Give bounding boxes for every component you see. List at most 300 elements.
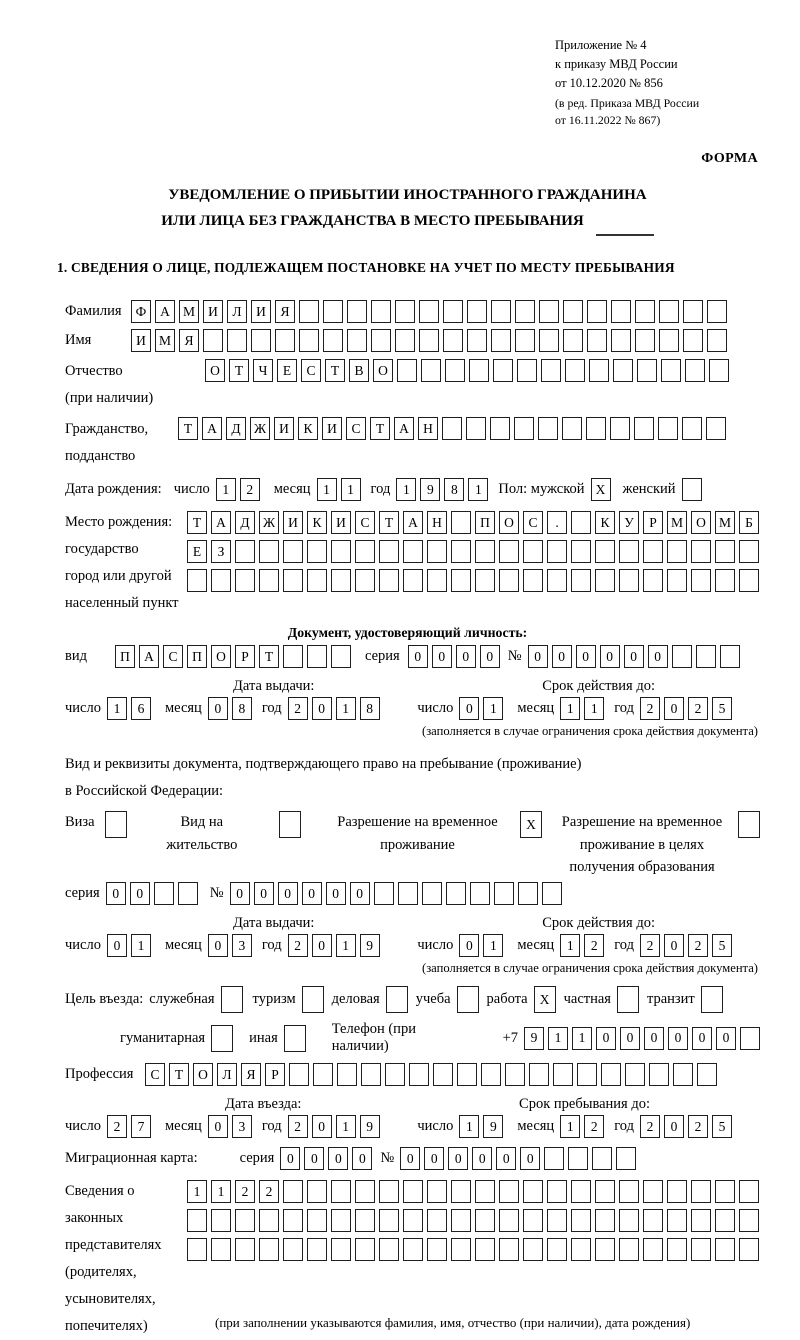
char-box[interactable]: [667, 1209, 687, 1232]
char-box[interactable]: [275, 329, 295, 352]
char-box[interactable]: 1: [107, 697, 127, 720]
char-box[interactable]: 2: [640, 1115, 660, 1138]
char-box[interactable]: К: [595, 511, 615, 534]
char-box[interactable]: [307, 569, 327, 592]
char-box[interactable]: 0: [302, 882, 322, 905]
char-box[interactable]: П: [187, 645, 207, 668]
char-box[interactable]: [347, 329, 367, 352]
char-box[interactable]: [491, 300, 511, 323]
char-box[interactable]: [683, 329, 703, 352]
char-box[interactable]: [187, 1238, 207, 1261]
char-box[interactable]: [586, 417, 606, 440]
char-box[interactable]: [403, 569, 423, 592]
char-box[interactable]: [706, 417, 726, 440]
char-box[interactable]: 0: [459, 934, 479, 957]
char-box[interactable]: [283, 569, 303, 592]
char-box[interactable]: [313, 1063, 333, 1086]
char-box[interactable]: [385, 1063, 405, 1086]
char-box[interactable]: [299, 300, 319, 323]
char-box[interactable]: [553, 1063, 573, 1086]
char-box[interactable]: [422, 882, 442, 905]
char-box[interactable]: [499, 1238, 519, 1261]
char-box[interactable]: 8: [360, 697, 380, 720]
char-box[interactable]: М: [155, 329, 175, 352]
char-box[interactable]: [523, 540, 543, 563]
char-box[interactable]: Д: [235, 511, 255, 534]
char-box[interactable]: [307, 1209, 327, 1232]
char-box[interactable]: [685, 359, 705, 382]
char-box[interactable]: [371, 300, 391, 323]
char-box[interactable]: 0: [254, 882, 274, 905]
char-box[interactable]: 2: [259, 1180, 279, 1203]
char-box[interactable]: [595, 569, 615, 592]
char-box[interactable]: [739, 540, 759, 563]
char-box[interactable]: [374, 882, 394, 905]
char-box[interactable]: [475, 1238, 495, 1261]
char-box[interactable]: [355, 540, 375, 563]
char-box[interactable]: [592, 1147, 612, 1170]
char-box[interactable]: [523, 569, 543, 592]
char-box[interactable]: [587, 329, 607, 352]
char-box[interactable]: [403, 540, 423, 563]
char-box[interactable]: 6: [131, 697, 151, 720]
char-box[interactable]: [547, 569, 567, 592]
char-box[interactable]: 0: [352, 1147, 372, 1170]
char-box[interactable]: 0: [304, 1147, 324, 1170]
char-box[interactable]: [445, 359, 465, 382]
char-box[interactable]: [571, 569, 591, 592]
char-box[interactable]: Т: [259, 645, 279, 668]
char-box[interactable]: 2: [688, 1115, 708, 1138]
char-box[interactable]: Н: [427, 511, 447, 534]
char-box[interactable]: [613, 359, 633, 382]
char-box[interactable]: И: [283, 511, 303, 534]
char-box[interactable]: 0: [326, 882, 346, 905]
char-box[interactable]: [505, 1063, 525, 1086]
char-box[interactable]: [682, 417, 702, 440]
char-box[interactable]: [427, 540, 447, 563]
char-box[interactable]: 5: [712, 1115, 732, 1138]
char-box[interactable]: [691, 540, 711, 563]
char-box[interactable]: 1: [560, 934, 580, 957]
char-box[interactable]: [467, 329, 487, 352]
char-box[interactable]: [672, 645, 692, 668]
char-box[interactable]: К: [307, 511, 327, 534]
char-box[interactable]: [283, 1238, 303, 1261]
char-box[interactable]: Д: [226, 417, 246, 440]
char-box[interactable]: [625, 1063, 645, 1086]
char-box[interactable]: [379, 1238, 399, 1261]
char-box[interactable]: [515, 329, 535, 352]
char-box[interactable]: 5: [712, 934, 732, 957]
char-box[interactable]: 9: [420, 478, 440, 501]
char-box[interactable]: 0: [408, 645, 428, 668]
char-box[interactable]: Ф: [131, 300, 151, 323]
char-box[interactable]: [601, 1063, 621, 1086]
char-box[interactable]: [571, 1209, 591, 1232]
char-box[interactable]: 2: [640, 934, 660, 957]
char-box[interactable]: [470, 882, 490, 905]
char-box[interactable]: Т: [379, 511, 399, 534]
char-box[interactable]: [661, 359, 681, 382]
char-box[interactable]: [515, 300, 535, 323]
char-box[interactable]: [361, 1063, 381, 1086]
char-box[interactable]: [595, 1238, 615, 1261]
char-box[interactable]: 0: [668, 1027, 688, 1050]
char-box[interactable]: 2: [288, 1115, 308, 1138]
char-box[interactable]: 1: [483, 934, 503, 957]
char-box[interactable]: И: [331, 511, 351, 534]
char-box[interactable]: [397, 359, 417, 382]
char-box[interactable]: [643, 1209, 663, 1232]
char-box[interactable]: 1: [572, 1027, 592, 1050]
char-box[interactable]: О: [499, 511, 519, 534]
char-box[interactable]: Л: [227, 300, 247, 323]
char-box[interactable]: [523, 1238, 543, 1261]
char-box[interactable]: [289, 1063, 309, 1086]
char-box[interactable]: [691, 569, 711, 592]
char-box[interactable]: [697, 1063, 717, 1086]
char-box[interactable]: [720, 645, 740, 668]
char-box[interactable]: .: [547, 511, 567, 534]
char-box[interactable]: [571, 1180, 591, 1203]
char-box[interactable]: [739, 1180, 759, 1203]
char-box[interactable]: [105, 811, 127, 838]
char-box[interactable]: [541, 359, 561, 382]
char-box[interactable]: [386, 986, 408, 1013]
char-box[interactable]: [419, 329, 439, 352]
char-box[interactable]: [715, 569, 735, 592]
char-box[interactable]: 0: [624, 645, 644, 668]
char-box[interactable]: [523, 1180, 543, 1203]
char-box[interactable]: [696, 645, 716, 668]
char-box[interactable]: [499, 569, 519, 592]
char-box[interactable]: К: [298, 417, 318, 440]
char-box[interactable]: [538, 417, 558, 440]
char-box[interactable]: [517, 359, 537, 382]
char-box[interactable]: [466, 417, 486, 440]
char-box[interactable]: [649, 1063, 669, 1086]
char-box[interactable]: О: [691, 511, 711, 534]
char-box[interactable]: 1: [216, 478, 236, 501]
char-box[interactable]: М: [179, 300, 199, 323]
char-box[interactable]: [715, 1238, 735, 1261]
char-box[interactable]: [178, 882, 198, 905]
char-box[interactable]: 8: [444, 478, 464, 501]
char-box[interactable]: [643, 1180, 663, 1203]
char-box[interactable]: 0: [106, 882, 126, 905]
char-box[interactable]: А: [202, 417, 222, 440]
char-box[interactable]: [611, 300, 631, 323]
char-box[interactable]: 1: [211, 1180, 231, 1203]
char-box[interactable]: [518, 882, 538, 905]
char-box[interactable]: И: [322, 417, 342, 440]
char-box[interactable]: [235, 540, 255, 563]
char-box[interactable]: [395, 300, 415, 323]
char-box[interactable]: [547, 540, 567, 563]
char-box[interactable]: Я: [241, 1063, 261, 1086]
char-box[interactable]: 0: [552, 645, 572, 668]
char-box[interactable]: 0: [664, 697, 684, 720]
char-box[interactable]: [451, 1209, 471, 1232]
char-box[interactable]: 0: [208, 934, 228, 957]
char-box[interactable]: 0: [400, 1147, 420, 1170]
char-box[interactable]: 2: [584, 934, 604, 957]
char-box[interactable]: [451, 569, 471, 592]
char-box[interactable]: [283, 540, 303, 563]
char-box[interactable]: И: [274, 417, 294, 440]
char-box[interactable]: Ж: [259, 511, 279, 534]
char-box[interactable]: 2: [688, 934, 708, 957]
char-box[interactable]: Ч: [253, 359, 273, 382]
char-box[interactable]: [446, 882, 466, 905]
char-box[interactable]: 2: [288, 934, 308, 957]
char-box[interactable]: 0: [664, 934, 684, 957]
char-box[interactable]: [514, 417, 534, 440]
char-box[interactable]: [587, 300, 607, 323]
char-box[interactable]: [284, 1025, 306, 1052]
char-box[interactable]: А: [394, 417, 414, 440]
char-box[interactable]: X: [520, 811, 542, 838]
char-box[interactable]: У: [619, 511, 639, 534]
char-box[interactable]: [323, 329, 343, 352]
char-box[interactable]: [611, 329, 631, 352]
char-box[interactable]: С: [145, 1063, 165, 1086]
char-box[interactable]: [451, 511, 471, 534]
char-box[interactable]: Б: [739, 511, 759, 534]
char-box[interactable]: [475, 1209, 495, 1232]
char-box[interactable]: 0: [459, 697, 479, 720]
char-box[interactable]: [469, 359, 489, 382]
char-box[interactable]: О: [211, 645, 231, 668]
char-box[interactable]: [379, 540, 399, 563]
char-box[interactable]: 1: [396, 478, 416, 501]
char-box[interactable]: 1: [317, 478, 337, 501]
char-box[interactable]: [701, 986, 723, 1013]
char-box[interactable]: [259, 1209, 279, 1232]
char-box[interactable]: [355, 1180, 375, 1203]
char-box[interactable]: 0: [312, 1115, 332, 1138]
char-box[interactable]: [619, 1180, 639, 1203]
char-box[interactable]: [571, 511, 591, 534]
char-box[interactable]: [619, 1209, 639, 1232]
char-box[interactable]: [499, 1180, 519, 1203]
char-box[interactable]: 2: [235, 1180, 255, 1203]
char-box[interactable]: [667, 1238, 687, 1261]
char-box[interactable]: 0: [312, 934, 332, 957]
char-box[interactable]: [227, 329, 247, 352]
char-box[interactable]: [619, 540, 639, 563]
char-box[interactable]: [211, 1025, 233, 1052]
char-box[interactable]: [331, 540, 351, 563]
char-box[interactable]: 1: [187, 1180, 207, 1203]
char-box[interactable]: X: [534, 986, 556, 1013]
char-box[interactable]: Р: [643, 511, 663, 534]
char-box[interactable]: [457, 986, 479, 1013]
char-box[interactable]: [211, 569, 231, 592]
char-box[interactable]: [187, 1209, 207, 1232]
char-box[interactable]: [235, 1238, 255, 1261]
char-box[interactable]: А: [211, 511, 231, 534]
char-box[interactable]: 0: [456, 645, 476, 668]
char-box[interactable]: 8: [232, 697, 252, 720]
char-box[interactable]: [635, 300, 655, 323]
char-box[interactable]: [491, 329, 511, 352]
char-box[interactable]: [490, 417, 510, 440]
char-box[interactable]: О: [193, 1063, 213, 1086]
char-box[interactable]: [331, 1180, 351, 1203]
char-box[interactable]: [235, 569, 255, 592]
char-box[interactable]: [493, 359, 513, 382]
char-box[interactable]: 0: [496, 1147, 516, 1170]
char-box[interactable]: 2: [107, 1115, 127, 1138]
char-box[interactable]: 2: [688, 697, 708, 720]
char-box[interactable]: О: [373, 359, 393, 382]
char-box[interactable]: [637, 359, 657, 382]
char-box[interactable]: [544, 1147, 564, 1170]
char-box[interactable]: X: [591, 478, 611, 501]
char-box[interactable]: 5: [712, 697, 732, 720]
char-box[interactable]: [331, 1209, 351, 1232]
char-box[interactable]: 1: [131, 934, 151, 957]
char-box[interactable]: И: [203, 300, 223, 323]
char-box[interactable]: [307, 1238, 327, 1261]
char-box[interactable]: [739, 1238, 759, 1261]
char-box[interactable]: [577, 1063, 597, 1086]
char-box[interactable]: А: [139, 645, 159, 668]
char-box[interactable]: [442, 417, 462, 440]
char-box[interactable]: [251, 329, 271, 352]
char-box[interactable]: 9: [360, 934, 380, 957]
char-box[interactable]: [395, 329, 415, 352]
char-box[interactable]: 0: [692, 1027, 712, 1050]
char-box[interactable]: [547, 1180, 567, 1203]
char-box[interactable]: [235, 1209, 255, 1232]
char-box[interactable]: 1: [560, 1115, 580, 1138]
char-box[interactable]: 9: [483, 1115, 503, 1138]
char-box[interactable]: 3: [232, 1115, 252, 1138]
char-box[interactable]: Е: [277, 359, 297, 382]
char-box[interactable]: В: [349, 359, 369, 382]
char-box[interactable]: [279, 811, 301, 838]
char-box[interactable]: 0: [664, 1115, 684, 1138]
char-box[interactable]: [154, 882, 174, 905]
char-box[interactable]: [451, 1180, 471, 1203]
char-box[interactable]: А: [155, 300, 175, 323]
char-box[interactable]: [643, 1238, 663, 1261]
char-box[interactable]: [433, 1063, 453, 1086]
char-box[interactable]: [673, 1063, 693, 1086]
char-box[interactable]: С: [523, 511, 543, 534]
char-box[interactable]: [427, 1209, 447, 1232]
char-box[interactable]: 9: [360, 1115, 380, 1138]
char-box[interactable]: [658, 417, 678, 440]
char-box[interactable]: 1: [336, 1115, 356, 1138]
char-box[interactable]: [494, 882, 514, 905]
char-box[interactable]: С: [346, 417, 366, 440]
char-box[interactable]: [475, 1180, 495, 1203]
char-box[interactable]: [635, 329, 655, 352]
char-box[interactable]: М: [715, 511, 735, 534]
char-box[interactable]: Т: [169, 1063, 189, 1086]
char-box[interactable]: Ж: [250, 417, 270, 440]
char-box[interactable]: С: [301, 359, 321, 382]
char-box[interactable]: [563, 329, 583, 352]
char-box[interactable]: [499, 540, 519, 563]
char-box[interactable]: Я: [179, 329, 199, 352]
char-box[interactable]: [403, 1209, 423, 1232]
char-box[interactable]: [427, 1180, 447, 1203]
char-box[interactable]: 0: [328, 1147, 348, 1170]
char-box[interactable]: [740, 1027, 760, 1050]
char-box[interactable]: [355, 1238, 375, 1261]
char-box[interactable]: 2: [240, 478, 260, 501]
char-box[interactable]: [617, 986, 639, 1013]
char-box[interactable]: 0: [312, 697, 332, 720]
char-box[interactable]: 0: [130, 882, 150, 905]
char-box[interactable]: 0: [350, 882, 370, 905]
char-box[interactable]: [283, 1180, 303, 1203]
char-box[interactable]: [595, 540, 615, 563]
char-box[interactable]: 0: [230, 882, 250, 905]
char-box[interactable]: 1: [483, 697, 503, 720]
char-box[interactable]: Е: [187, 540, 207, 563]
char-box[interactable]: [529, 1063, 549, 1086]
char-box[interactable]: [331, 569, 351, 592]
char-box[interactable]: [307, 1180, 327, 1203]
char-box[interactable]: И: [251, 300, 271, 323]
char-box[interactable]: П: [115, 645, 135, 668]
char-box[interactable]: 2: [584, 1115, 604, 1138]
char-box[interactable]: 0: [620, 1027, 640, 1050]
char-box[interactable]: [499, 1209, 519, 1232]
char-box[interactable]: Р: [265, 1063, 285, 1086]
char-box[interactable]: Я: [275, 300, 295, 323]
char-box[interactable]: С: [163, 645, 183, 668]
char-box[interactable]: Т: [178, 417, 198, 440]
char-box[interactable]: [259, 1238, 279, 1261]
char-box[interactable]: 1: [336, 697, 356, 720]
char-box[interactable]: [475, 569, 495, 592]
char-box[interactable]: 0: [432, 645, 452, 668]
char-box[interactable]: 1: [560, 697, 580, 720]
char-box[interactable]: [562, 417, 582, 440]
char-box[interactable]: [634, 417, 654, 440]
char-box[interactable]: [667, 1180, 687, 1203]
char-box[interactable]: [259, 569, 279, 592]
char-box[interactable]: 2: [288, 697, 308, 720]
char-box[interactable]: 0: [480, 645, 500, 668]
char-box[interactable]: [379, 1180, 399, 1203]
char-box[interactable]: [619, 1238, 639, 1261]
char-box[interactable]: [299, 329, 319, 352]
char-box[interactable]: [571, 1238, 591, 1261]
char-box[interactable]: Р: [235, 645, 255, 668]
char-box[interactable]: [659, 329, 679, 352]
char-box[interactable]: А: [403, 511, 423, 534]
char-box[interactable]: 1: [336, 934, 356, 957]
char-box[interactable]: [563, 300, 583, 323]
char-box[interactable]: [355, 569, 375, 592]
char-box[interactable]: [547, 1209, 567, 1232]
char-box[interactable]: 0: [208, 697, 228, 720]
char-box[interactable]: [595, 1209, 615, 1232]
char-box[interactable]: [259, 540, 279, 563]
char-box[interactable]: [347, 300, 367, 323]
char-box[interactable]: 0: [644, 1027, 664, 1050]
char-box[interactable]: [221, 986, 243, 1013]
char-box[interactable]: Н: [418, 417, 438, 440]
